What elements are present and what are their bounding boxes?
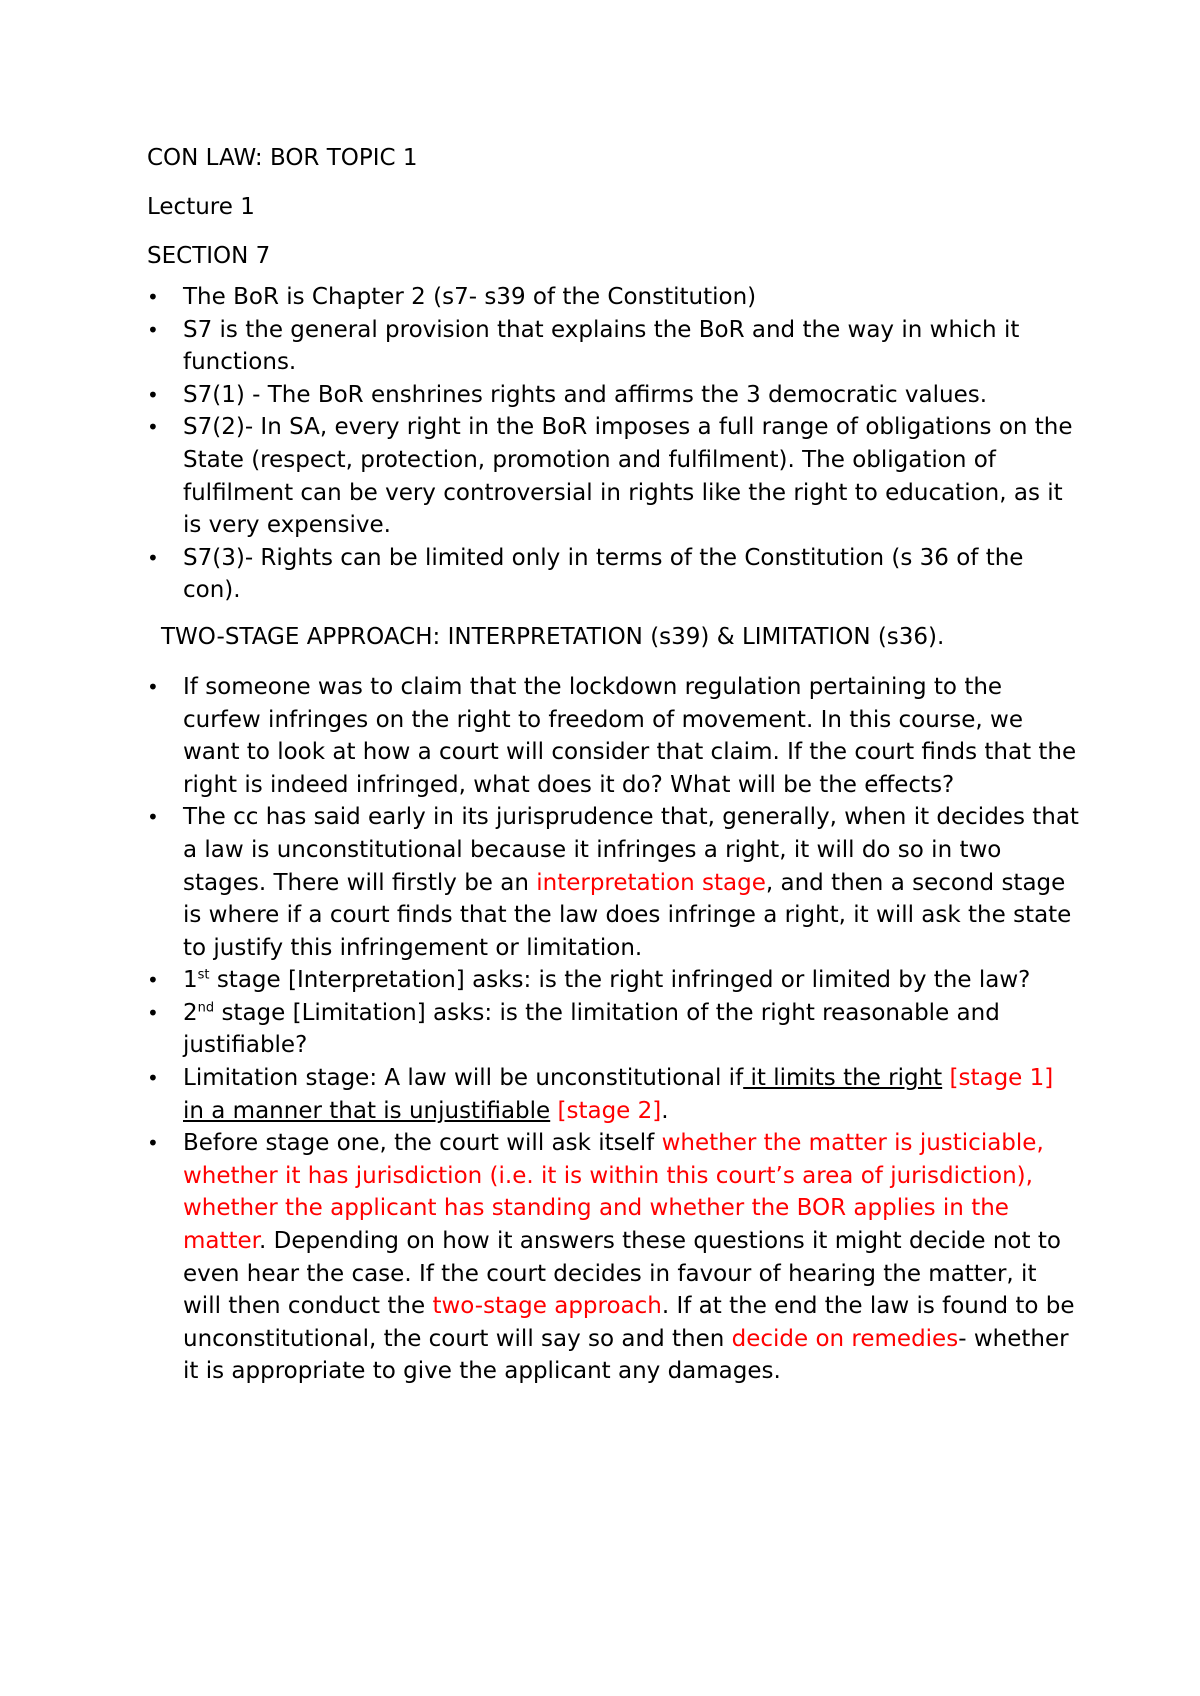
text-run: stage [Limitation] asks: is the limitation of the right reasonable and justifiable? <box>183 999 1000 1059</box>
highlighted-text: two-stage approach <box>432 1293 662 1320</box>
bullet-icon: • <box>147 545 159 570</box>
text-run: The cc has said early in its jurisprudence that, generally, when it decides that a law is unconstitutional because it infringes a right, it will do so in two stages. There will firstly be an <box>183 804 1079 896</box>
bullet-icon: • <box>147 317 159 342</box>
list-item <box>147 1127 1080 1388</box>
list-item <box>147 379 1080 412</box>
text-run: . <box>661 1097 669 1124</box>
text-run: , and then a second stage is where if a court finds that the law does infringe a right, it will ask the state to justify this infringement or limitation. <box>183 869 1072 961</box>
list-item <box>147 997 1080 1062</box>
ordinal-number: 2 <box>183 999 198 1026</box>
underlined-text: in a manner that is unjustifiable <box>183 1097 551 1124</box>
lecture-label: Lecture 1 <box>147 194 255 220</box>
highlighted-text: interpretation stage <box>536 869 766 896</box>
highlighted-text: decide on remedies <box>731 1325 959 1352</box>
list-item-text: The BoR is Chapter 2 (s7- s39 of the Constitution) <box>183 284 757 310</box>
section-heading: SECTION 7 <box>147 243 271 269</box>
bullet-icon: • <box>147 805 159 830</box>
list-item <box>147 1062 1080 1127</box>
list-item-text: If someone was to claim that the lockdown regulation pertaining to the curfew infringes on the right to freedom of movement. In this course, we want to look at how a court will consider that claim. If the court finds that the right is indeed infringed, what does it do? What will be the effects? <box>183 673 1077 798</box>
document-title: CON LAW: BOR TOPIC 1 <box>147 145 418 171</box>
list-item-text: S7(3)- Rights can be limited only in terms of the Constitution (s 36 of the con). <box>183 544 1024 604</box>
text-run <box>550 1098 557 1124</box>
ordinal-suffix: nd <box>197 1000 215 1016</box>
bullet-icon: • <box>147 1131 159 1156</box>
bullet-icon: • <box>147 382 159 407</box>
list-item-text: S7(2)- In SA, every right in the BoR imposes a full range of obligations on the State (respect, protection, promotion and fulfilment). The obligation of fulfilment can be very controversial in rights like the right to education, as it is very expensive. <box>183 414 1073 539</box>
highlighted-text: [stage 1] <box>949 1065 1054 1092</box>
list-item <box>147 314 1080 379</box>
list-item-text: S7 is the general provision that explains the BoR and the way in which it functions. <box>183 316 1020 376</box>
text-run: stage [Interpretation] asks: is the right infringed or limited by the law? <box>209 967 1031 994</box>
text-run <box>942 1065 949 1091</box>
text-run: . If at the end the law is found to be unconstitutional, the court will say so and then <box>183 1293 1075 1352</box>
highlighted-text: [stage 2] <box>557 1097 662 1124</box>
list-item <box>147 542 1080 607</box>
bullet-icon: • <box>147 1000 159 1025</box>
list-item-text: S7(1) - The BoR enshrines rights and affirms the 3 democratic values. <box>183 381 988 408</box>
bullet-icon: • <box>147 1066 159 1091</box>
bullet-icon: • <box>147 415 159 440</box>
text-run: . Depending on how it answers these questions it might decide not to even hear the case. If the court decides in favour of hearing the matter, it will then conduct the <box>183 1228 1061 1320</box>
list-item <box>147 281 1080 314</box>
bullet-icon: • <box>147 674 159 699</box>
section-7-list <box>147 281 1080 607</box>
highlighted-text: whether the matter is justiciable, whether it has jurisdiction (i.e. it is within this court’s area of jurisdiction), whether the applicant has standing and whether the BOR applies in the matter <box>183 1130 1044 1255</box>
ordinal-number: 1 <box>183 967 198 994</box>
list-item <box>147 801 1080 964</box>
list-item <box>147 964 1080 997</box>
bullet-icon: • <box>147 285 159 309</box>
text-run: Before stage one, the court will ask itself <box>183 1130 662 1157</box>
underlined-text: it limits the right <box>743 1065 943 1092</box>
two-stage-heading: TWO-STAGE APPROACH: INTERPRETATION (s39) & LIMITATION (s36). <box>161 623 945 650</box>
text-run: - whether it is appropriate to give the applicant any damages. <box>183 1325 1069 1385</box>
bullet-icon: • <box>147 968 159 993</box>
list-item <box>147 671 1080 801</box>
text-run: Limitation stage: A law will be unconstitutional if <box>183 1065 744 1092</box>
two-stage-list <box>147 671 1080 1388</box>
list-item <box>147 411 1080 541</box>
ordinal-suffix: st <box>197 967 210 983</box>
